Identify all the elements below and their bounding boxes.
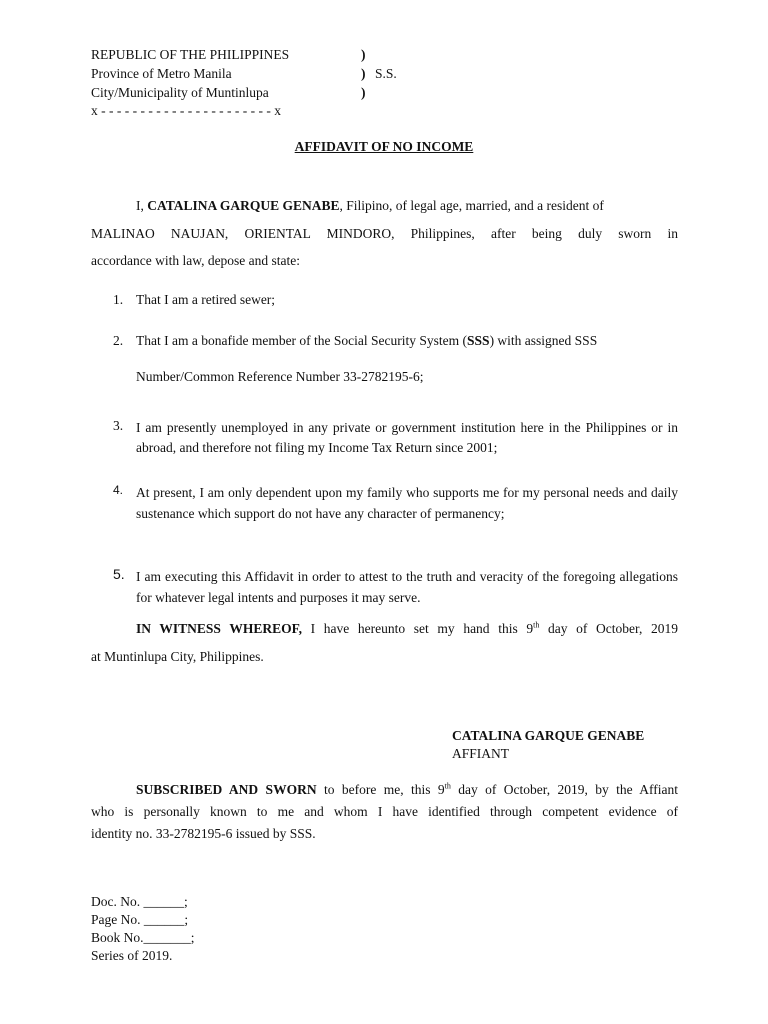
item-3-text: I am presently unemployed in any private or government institution here in the Philippines or in abroad, and therefore not filing my Income Tax Return since 2001; <box>136 420 678 455</box>
caption-paren-3: ) <box>361 85 366 100</box>
caption-paren-2: ) <box>361 66 366 81</box>
footer-book-no: Book No._______; <box>91 930 195 945</box>
footer-doc-no: Doc. No. ______; <box>91 894 188 909</box>
caption-ss: S.S. <box>375 66 397 81</box>
intro-line-2: MALINAO NAUJAN, ORIENTAL MINDORO, Philippines, after being duly sworn in <box>91 226 678 241</box>
jurat-line-3: identity no. 33-2782195-6 issued by SSS. <box>91 826 316 841</box>
caption-city: City/Municipality of Muntinlupa <box>91 85 269 100</box>
intro-line-1 <box>136 198 678 214</box>
item-4-number: 4. <box>113 483 124 497</box>
witness-heading: IN WITNESS WHEREOF, <box>136 621 302 636</box>
jurat-heading: SUBSCRIBED AND SWORN <box>136 782 317 797</box>
footer-page-no: Page No. ______; <box>91 912 189 927</box>
item-4-text: At present, I am only dependent upon my family who supports me for my personal needs and daily sustenance which support do not have any character of permanency; <box>136 485 678 521</box>
affiant-name-intro: CATALINA GARQUE GENABE <box>147 198 340 213</box>
caption-republic: REPUBLIC OF THE PHILIPPINES <box>91 47 290 62</box>
intro-line1-rest: , Filipino, of legal age, married, and a resident of <box>339 198 604 213</box>
footer-series: Series of 2019. <box>91 948 173 963</box>
item-2-text: That I am a bonafide member of the Social Security System (SSS) with assigned SSS <box>136 333 598 348</box>
item-1-text: That I am a retired sewer; <box>136 292 276 307</box>
intro-line-3: accordance with law, depose and state: <box>91 253 301 268</box>
signature-name: CATALINA GARQUE GENABE <box>452 728 645 743</box>
jurat-line-2: who is personally known to me and whom I have identified through competent evidence of <box>91 804 678 819</box>
caption-divider: x - - - - - - - - - - - - - - - - - - - - - - x <box>91 103 282 118</box>
caption-paren-1: ) <box>361 47 366 62</box>
item-3-number: 3. <box>113 418 124 433</box>
jurat-line-1: SUBSCRIBED AND SWORN to before me, this 9th day of October, 2019, by the Affiant <box>136 781 678 797</box>
item-2-number: 2. <box>113 333 124 348</box>
witness-line-1: IN WITNESS WHEREOF, I have hereunto set my hand this 9th day of October, 2019 <box>136 620 678 636</box>
document-title: AFFIDAVIT OF NO INCOME <box>294 139 474 154</box>
signature-role: AFFIANT <box>452 746 510 761</box>
item-5-number: 5. <box>113 566 125 582</box>
item-1-number: 1. <box>113 292 124 307</box>
intro-i: I, <box>136 198 148 213</box>
item-5-text: I am executing this Affidavit in order to attest to the truth and veracity of the foregoing allegations for whatever legal intents and purposes it may serve. <box>136 569 678 605</box>
caption-province: Province of Metro Manila <box>91 66 232 81</box>
witness-line-2: at Muntinlupa City, Philippines. <box>91 649 264 664</box>
item-2-text-cont: Number/Common Reference Number 33-2782195-6; <box>136 369 424 384</box>
